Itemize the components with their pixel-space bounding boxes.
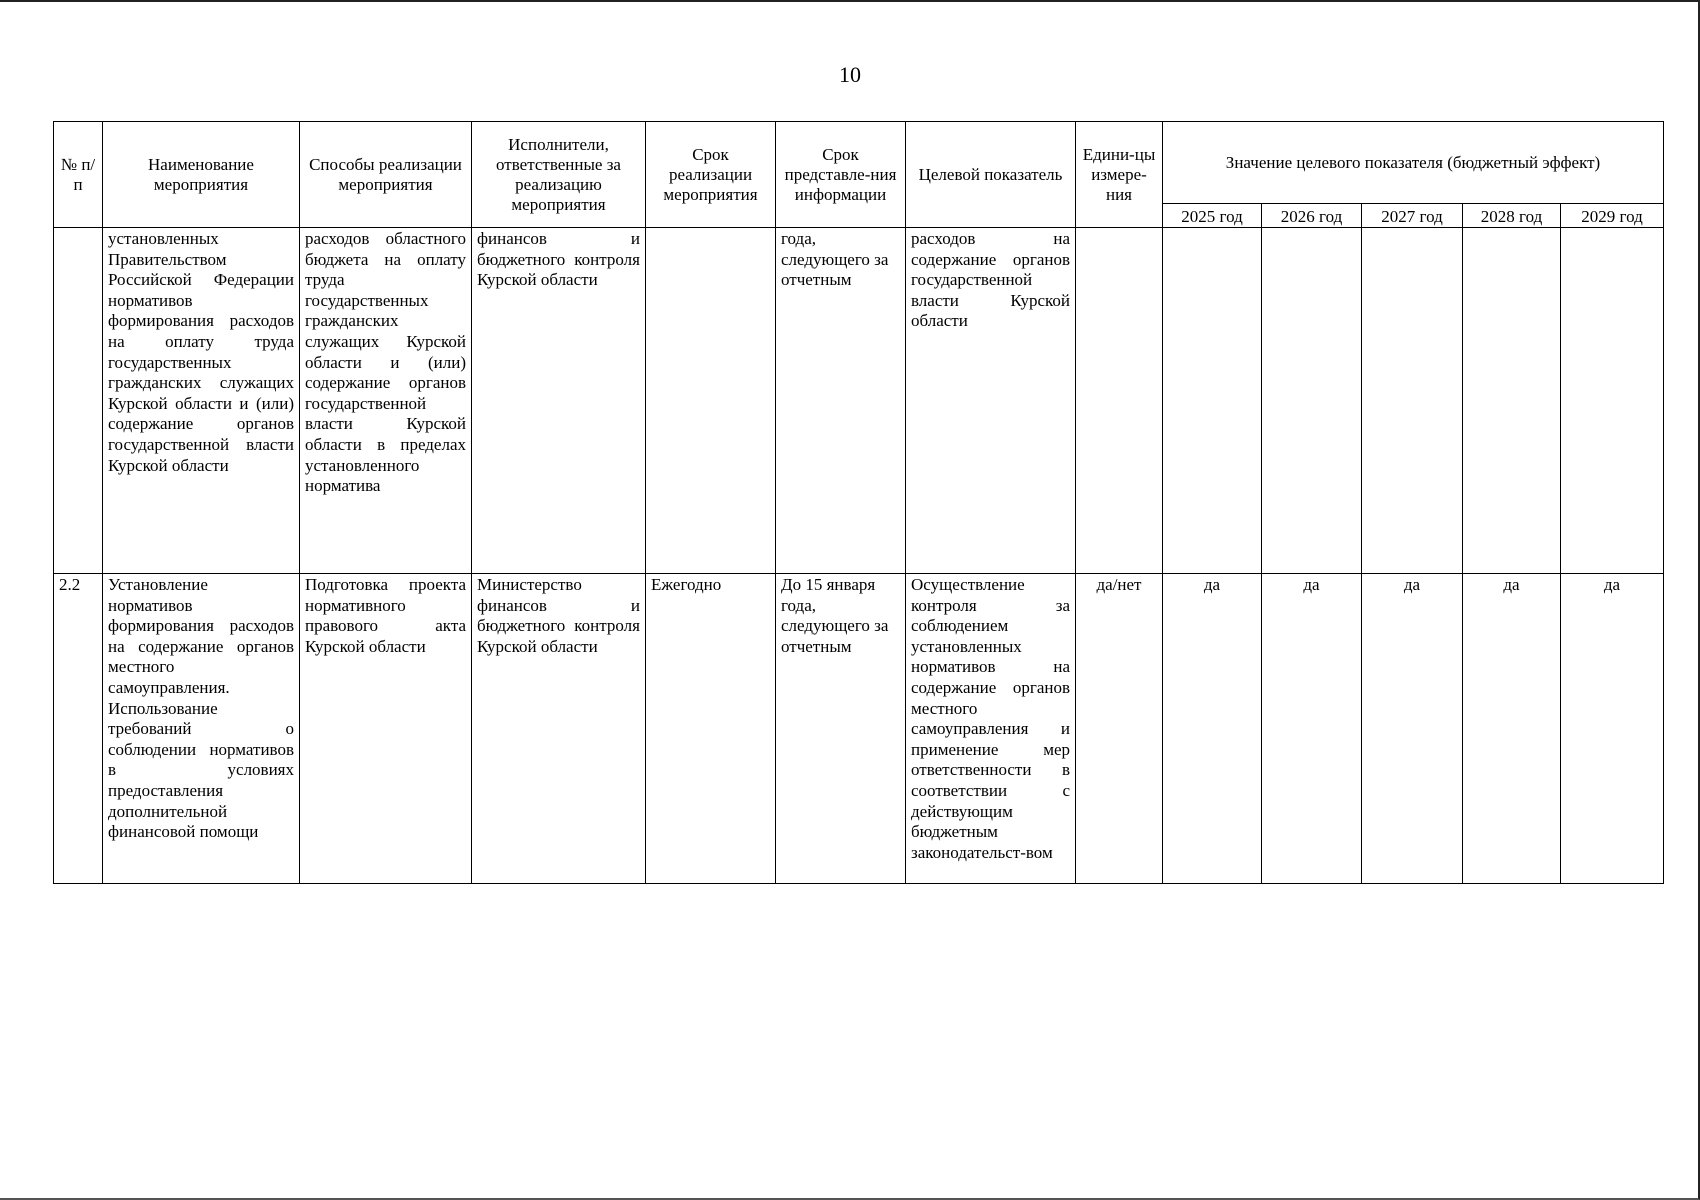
table-row xyxy=(54,574,1664,884)
header-year-2026: 2026 год xyxy=(1262,204,1362,228)
cell-executors: Министерство финансов и бюджетного контроля Курской области xyxy=(472,574,646,884)
cell-indicator: Осуществление контроля за соблюдением установленных нормативов на содержание органов местного самоуправления и применение мер ответственности в соответствии с действующим бюджетным законодательст-вом xyxy=(906,574,1076,884)
page-number: 10 xyxy=(839,62,861,87)
cell-value-2026: да xyxy=(1262,574,1362,884)
header-year-2028: 2028 год xyxy=(1463,204,1561,228)
cell-value-2029 xyxy=(1561,228,1664,574)
cell-units: да/нет xyxy=(1076,574,1163,884)
cell-term: Ежегодно xyxy=(646,574,776,884)
cell-methods: расходов областного бюджета на оплату труда государственных гражданских служащих Курской области и (или) содержание органов государственной власти Курской области в пределах установленного норматива xyxy=(300,228,472,574)
cell-executors: финансов и бюджетного контроля Курской области xyxy=(472,228,646,574)
header-executors: Исполнители, ответственные за реализацию мероприятия xyxy=(472,122,646,228)
cell-report-term: До 15 января года, следующего за отчетным xyxy=(776,574,906,884)
header-indicator: Целевой показатель xyxy=(906,122,1076,228)
cell-name: установленных Правительством Российской Федерации нормативов формирования расходов на оплату труда государственных гражданских служащих Курской области и (или) содержание органов государственной власти Курской области xyxy=(103,228,300,574)
cell-name: Установление нормативов формирования расходов на содержание органов местного самоуправления. Использование требований о соблюдении нормативов в условиях предоставления дополнительной финансовой помощи xyxy=(103,574,300,884)
header-year-2027: 2027 год xyxy=(1362,204,1463,228)
header-methods: Способы реализации мероприятия xyxy=(300,122,472,228)
cell-methods: Подготовка проекта нормативного правового акта Курской области xyxy=(300,574,472,884)
cell-value-2027 xyxy=(1362,228,1463,574)
header-report-term: Срок представле-ния информации xyxy=(776,122,906,228)
cell-value-2027: да xyxy=(1362,574,1463,884)
header-term: Срок реализации мероприятия xyxy=(646,122,776,228)
cell-report-term: года, следующего за отчетным xyxy=(776,228,906,574)
cell-term xyxy=(646,228,776,574)
cell-num xyxy=(54,228,103,574)
cell-value-2028: да xyxy=(1463,574,1561,884)
table-row xyxy=(54,228,1664,574)
cell-value-2025 xyxy=(1163,228,1262,574)
cell-value-2026 xyxy=(1262,228,1362,574)
cell-units xyxy=(1076,228,1163,574)
cell-value-2029: да xyxy=(1561,574,1664,884)
cell-value-2028 xyxy=(1463,228,1561,574)
header-year-2025: 2025 год xyxy=(1163,204,1262,228)
header-units: Едини-цы измере-ния xyxy=(1076,122,1163,228)
measures-table xyxy=(53,121,1664,884)
header-num: № п/п xyxy=(54,122,103,228)
cell-value-2025: да xyxy=(1163,574,1262,884)
header-values-group: Значение целевого показателя (бюджетный эффект) xyxy=(1163,122,1664,204)
header-year-2029: 2029 год xyxy=(1561,204,1664,228)
cell-indicator: расходов на содержание органов государственной власти Курской области xyxy=(906,228,1076,574)
header-name: Наименование мероприятия xyxy=(103,122,300,228)
cell-num: 2.2 xyxy=(54,574,103,884)
